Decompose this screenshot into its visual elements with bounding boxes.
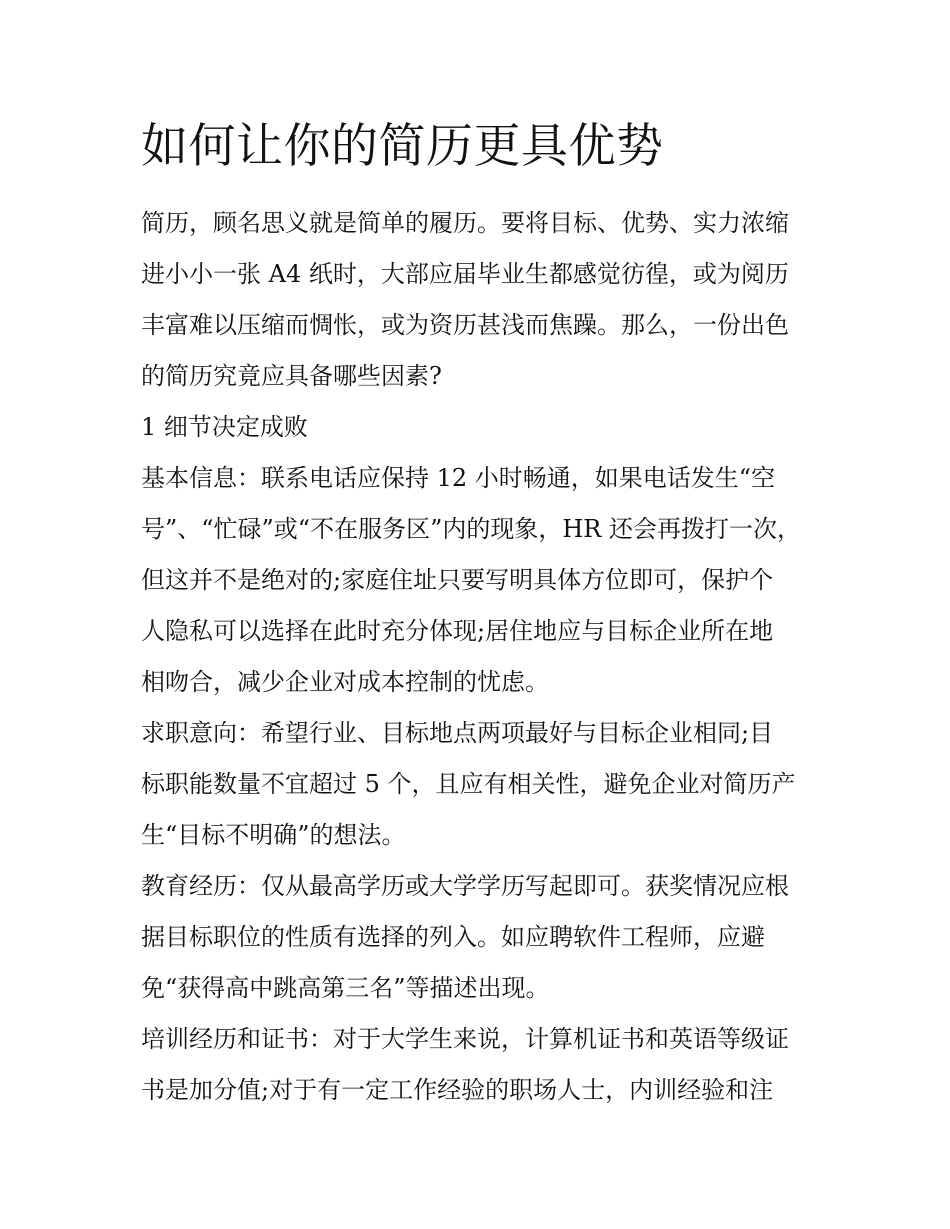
body-line: 的简历究竟应具备哪些因素?	[141, 362, 442, 390]
body-line: 号”、“忙碌”或“不在服务区”内的现象，HR 还会再拨打一次，	[141, 515, 801, 543]
body-line: 免“获得高中跳高第三名”等描述出现。	[141, 974, 550, 1002]
document-body	[141, 198, 813, 1116]
body-line: 书是加分值;对于有一定工作经验的职场人士，内训经验和注	[141, 1076, 774, 1104]
body-line: 据目标职位的性质有选择的列入。如应聘软件工程师，应避	[141, 923, 765, 951]
body-line: 人隐私可以选择在此时充分体现;居住地应与目标企业所在地	[141, 617, 774, 645]
body-line: 培训经历和证书：对于大学生来说，计算机证书和英语等级证	[141, 1025, 789, 1053]
body-line: 但这并不是绝对的;家庭住址只要写明具体方位即可，保护个	[141, 566, 774, 594]
body-line: 简历，顾名思义就是简单的履历。要将目标、优势、实力浓缩	[141, 209, 789, 237]
body-line: 丰富难以压缩而惆怅，或为资历甚浅而焦躁。那么，一份出色	[141, 311, 789, 339]
body-line: 生“目标不明确”的想法。	[141, 821, 406, 849]
document-content	[141, 112, 813, 1116]
body-line: 基本信息：联系电话应保持 12 小时畅通，如果电话发生“空	[141, 464, 776, 492]
section-heading: 1 细节决定成败	[141, 413, 308, 441]
document-title: 如何让你的简历更具优势	[141, 119, 664, 174]
body-line: 教育经历：仅从最高学历或大学学历写起即可。获奖情况应根	[141, 872, 789, 900]
body-line: 求职意向：希望行业、目标地点两项最好与目标企业相同;目	[141, 719, 774, 747]
body-line: 进小小一张 A4 纸时，大部应届毕业生都感觉彷徨，或为阅历	[141, 260, 789, 288]
body-line: 相吻合，减少企业对成本控制的忧虑。	[141, 668, 549, 696]
body-line: 标职能数量不宜超过 5 个，且应有相关性，避免企业对简历产	[141, 770, 796, 798]
